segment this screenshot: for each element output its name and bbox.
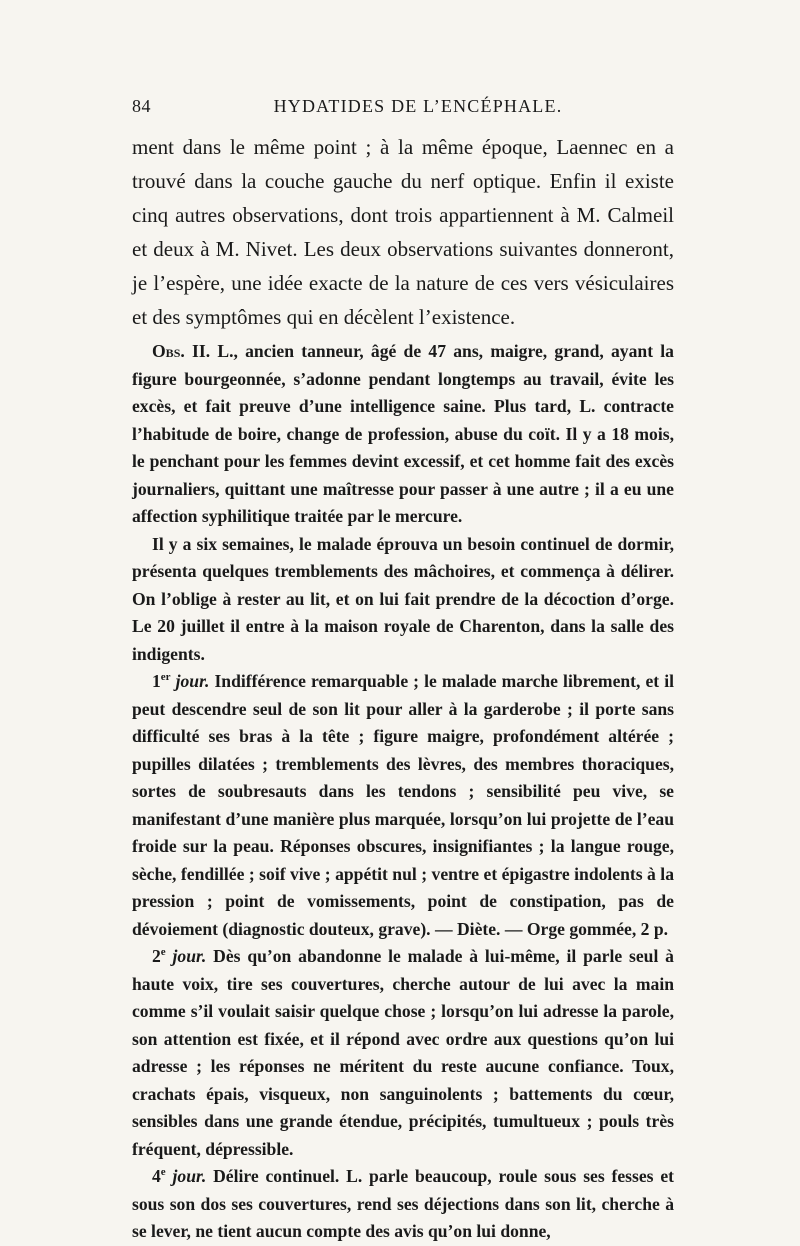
book-page (132, 96, 674, 1246)
day-number: 1 (152, 671, 161, 691)
day-label: jour. (172, 946, 207, 966)
day-text: Dès qu’on abandonne le malade à lui-même, il parle seul à haute voix, tire ses couvertures, cherche autour de lui avec la main comme s’il voulait saisir quelque chose ; lorsqu’on lui adresse la parole, son attention est fixée, et il répond avec ordre aux questions qu’on lui adresse ; les réponses ne méritent du reste aucune confiance. Toux, crachats épais, visqueux, non sanguinolents ; battements du cœur, sensibles dans une grande étendue, précipités, tumultueux ; pouls très fréquent, dépressible. (132, 946, 674, 1159)
day-number: 2 (152, 946, 161, 966)
history-paragraph: Il y a six semaines, le malade éprouva un besoin continuel de dormir, présenta quelques tremblements des mâchoires, et commença à délirer. On l’oblige à rester au lit, et on lui fait prendre de la décoction d’orge. Le 20 juillet il entre à la maison royale de Charenton, dans la salle des indigents. (132, 533, 674, 664)
intro-paragraph: ment dans le même point ; à la même époque, Laennec en a trouvé dans la couche gauche du nerf optique. Enfin il existe cinq autres observations, dont trois appartiennent à M. Calmeil et deux à M. Nivet. Les deux observations suivantes donneront, je l’espère, une idée exacte de la nature de ces vers vésiculaires et des symptômes qui en décèlent l’existence. (132, 135, 674, 329)
day-label: jour. (172, 1166, 207, 1186)
day-entry (132, 943, 674, 1163)
day-label: jour. (175, 671, 210, 691)
day-ordinal: e (160, 1166, 166, 1179)
day-text: Délire continuel. L. parle beaucoup, roule sous ses fesses et sous son dos ses couvertures, rend ses déjections dans son lit, cherche à se lever, ne tient aucun compte des avis qu’on lui donne, (132, 1166, 675, 1241)
running-title: HYDATIDES DE L’ENCÉPHALE. (273, 96, 563, 116)
observation-paragraph (132, 338, 674, 531)
page-header (132, 96, 674, 124)
day-ordinal: er (160, 671, 171, 684)
day-number: 4 (152, 1166, 161, 1186)
day-text: Indifférence remarquable ; le malade marche librement, et il peut descendre seul de son lit pour aller à la garderobe ; il porte sans difficulté ses bras à la tête ; figure maigre, profondément altérée ; pupilles dilatées ; tremblements des lèvres, des membres thoraciques, sortes de soubresauts dans les tendons ; sensibilité peu vive, se manifestant d’une manière plus marquée, lorsqu’on lui projette de l’eau froide sur la peau. Réponses obscures, insignifiantes ; la langue rouge, sèche, fendillée ; soif vive ; appétit nul ; ventre et épigastre indolents à la pression ; point de vomissements, point de constipation, pas de dévoiement (diagnostic douteux, grave). — Diète. — Orge gommée, 2 p. (132, 671, 674, 939)
day-entry (132, 1163, 674, 1246)
observation-text: L., ancien tanneur, âgé de 47 ans, maigre, grand, ayant la figure bourgeonnée, s’adonne pendant longtemps au travail, évite les excès, et fait preuve d’une intelligence saine. Plus tard, L. contracte l’habitude de boire, change de profession, abuse du coït. Il y a 18 mois, le penchant pour les femmes devint excessif, et cet homme fait des excès journaliers, quittant une maîtresse pour passer à une autre ; il a eu une affection syphilitique traitée par le mercure. (132, 341, 674, 526)
page-number: 84 (132, 96, 151, 116)
observation-label: Obs. II. (152, 341, 211, 361)
day-ordinal: e (160, 946, 166, 959)
day-entry (132, 668, 674, 943)
